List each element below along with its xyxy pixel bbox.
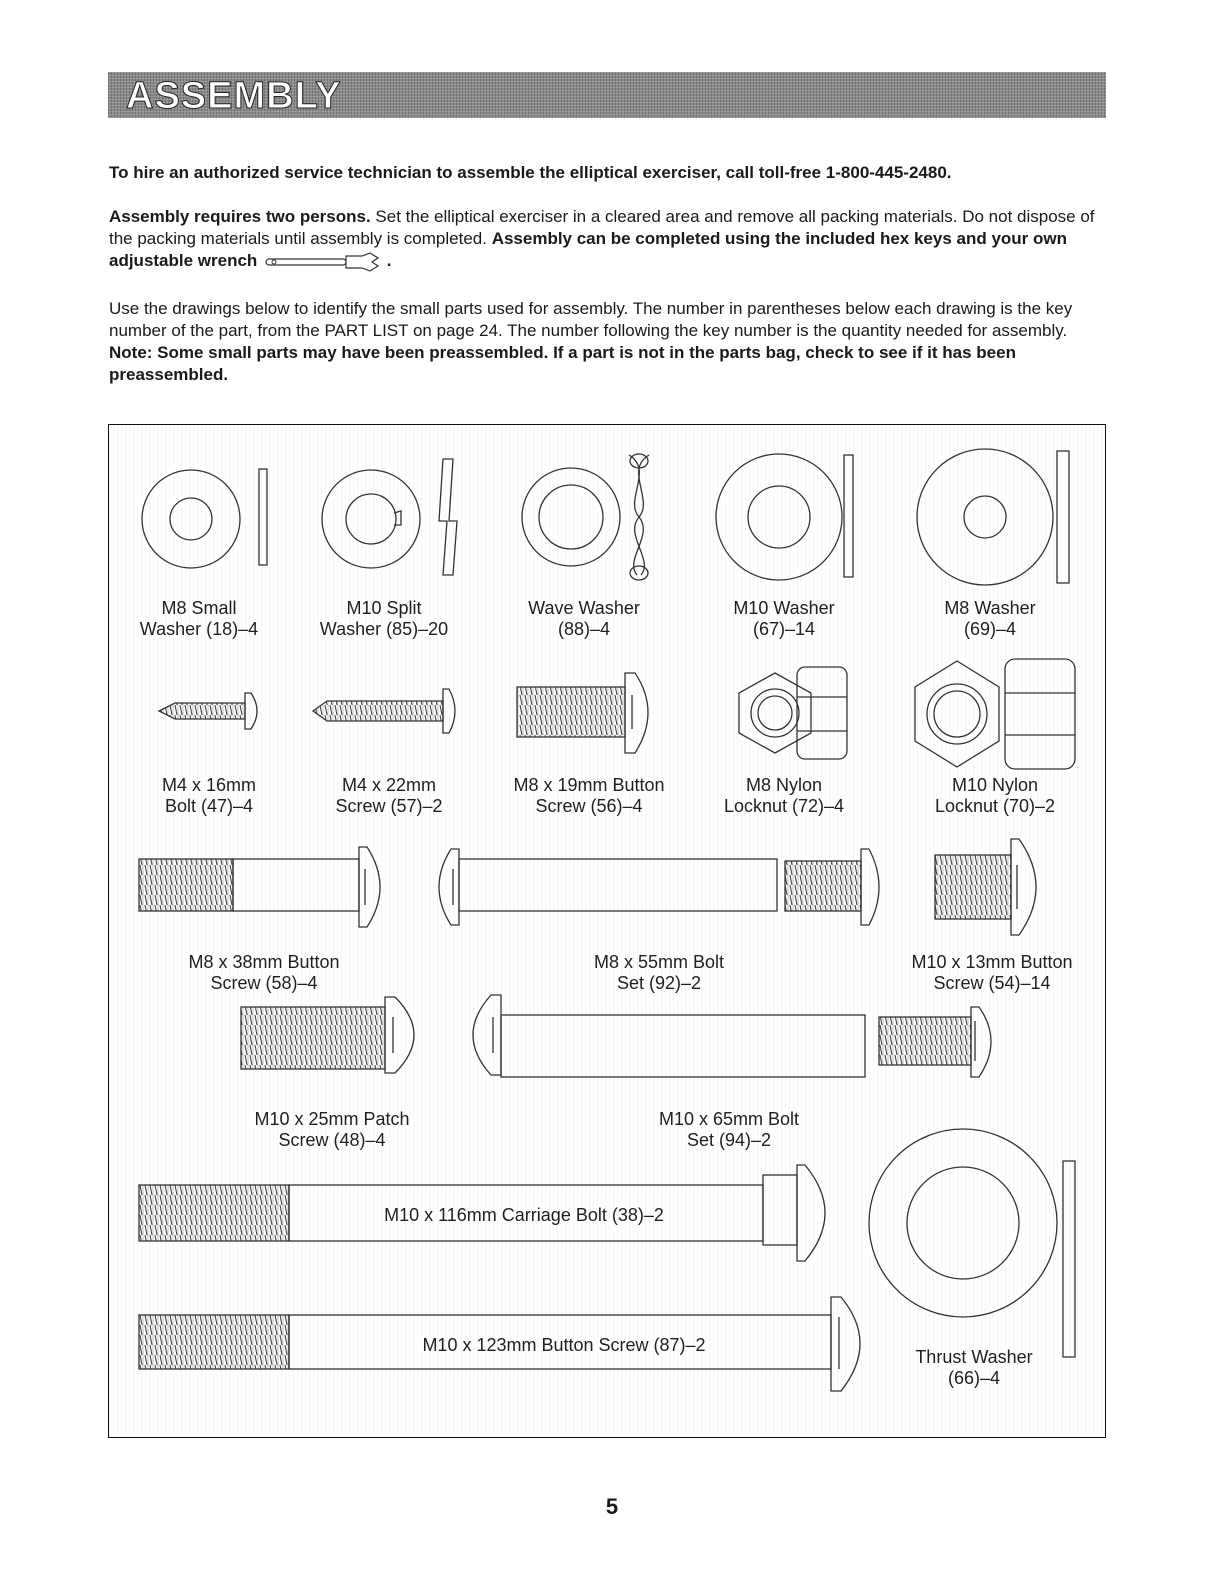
m8-38mm-button-screw-drawing [139,847,380,927]
part-label: M4 x 22mm Screw (57)–2 [335,775,443,816]
m10-13mm-button-screw-drawing [935,839,1036,935]
m8-washer-drawing [917,449,1069,585]
m10-washer-drawing [716,454,853,580]
m4-16mm-bolt-drawing [159,693,257,729]
tools-note: Assembly can be completed using the included hex keys and your own adjustable wrench [109,229,1067,270]
part-label: M8 x 38mm Button Screw (58)–4 [188,952,340,993]
parts-drawings [109,425,1107,1439]
m8-nylon-locknut-drawing [739,667,847,759]
part-label: Thrust Washer (66)–4 [915,1347,1033,1388]
section-banner [108,72,1106,118]
section-title: ASSEMBLY [126,75,342,117]
wave-washer-drawing [522,454,649,580]
assembly-instructions: Set the elliptical exerciser in a cleared area and remove all packing materials. Do not dispose of the packing materials until assembly is completed. [109,207,1095,248]
page-number: 5 [605,1494,619,1519]
drawings-paragraph [109,298,1109,386]
part-label: M8 Washer (69)–4 [944,598,1036,639]
drawings-explanation: Use the drawings below to identify the small parts used for assembly. The number in parentheses below each drawing is the key number of the part, from the PART LIST on page 24. The number following the key number is the quantity needed for assembly. [109,299,1073,340]
part-label: M10 x 123mm Button Screw (87)–2 [422,1335,706,1355]
m8-19mm-button-screw-drawing [517,673,648,753]
part-label: M10 Split Washer (85)–20 [319,598,449,639]
part-label: M10 Washer (67)–14 [733,598,835,639]
part-label: M10 x 65mm Bolt Set (94)–2 [658,1109,800,1150]
assembly-requirement: Assembly requires two persons. [109,207,371,226]
part-label: M8 Small Washer (18)–4 [139,598,259,639]
part-label: M10 x 116mm Carriage Bolt (38)–2 [384,1205,664,1225]
part-label: M10 x 25mm Patch Screw (48)–4 [254,1109,410,1150]
m10-nylon-locknut-drawing [915,659,1075,769]
part-label: M10 x 13mm Button Screw (54)–14 [911,952,1073,993]
m10-split-washer-drawing [322,459,457,575]
m8-55mm-bolt-set-drawing [439,849,879,925]
part-label: Wave Washer (88)–4 [528,598,640,639]
part-label: M4 x 16mm Bolt (47)–4 [161,775,257,816]
thrust-washer-drawing [869,1129,1075,1357]
assembly-paragraph [109,206,1109,272]
m8-small-washer-drawing [142,469,267,568]
part-label: M8 Nylon Locknut (72)–4 [723,775,845,816]
preassembled-note: Note: Some small parts may have been preassembled. If a part is not in the parts bag, check to see if it has been preassembled. [109,343,1016,384]
part-label: M10 Nylon Locknut (70)–2 [934,775,1056,816]
tools-note-end: . [382,251,392,270]
m4-22mm-screw-drawing [313,689,455,733]
wrench-icon [262,252,382,272]
part-label: M8 x 55mm Bolt Set (92)–2 [593,952,725,993]
parts-identification-chart [108,424,1106,1438]
hire-technician-line: To hire an authorized service technician to assemble the elliptical exerciser, call toll-free 1-800-445-2480. [109,163,952,182]
part-label: M8 x 19mm Button Screw (56)–4 [513,775,665,816]
m10-25mm-patch-screw-drawing [241,997,414,1073]
m10-65mm-bolt-set-drawing [473,995,991,1077]
